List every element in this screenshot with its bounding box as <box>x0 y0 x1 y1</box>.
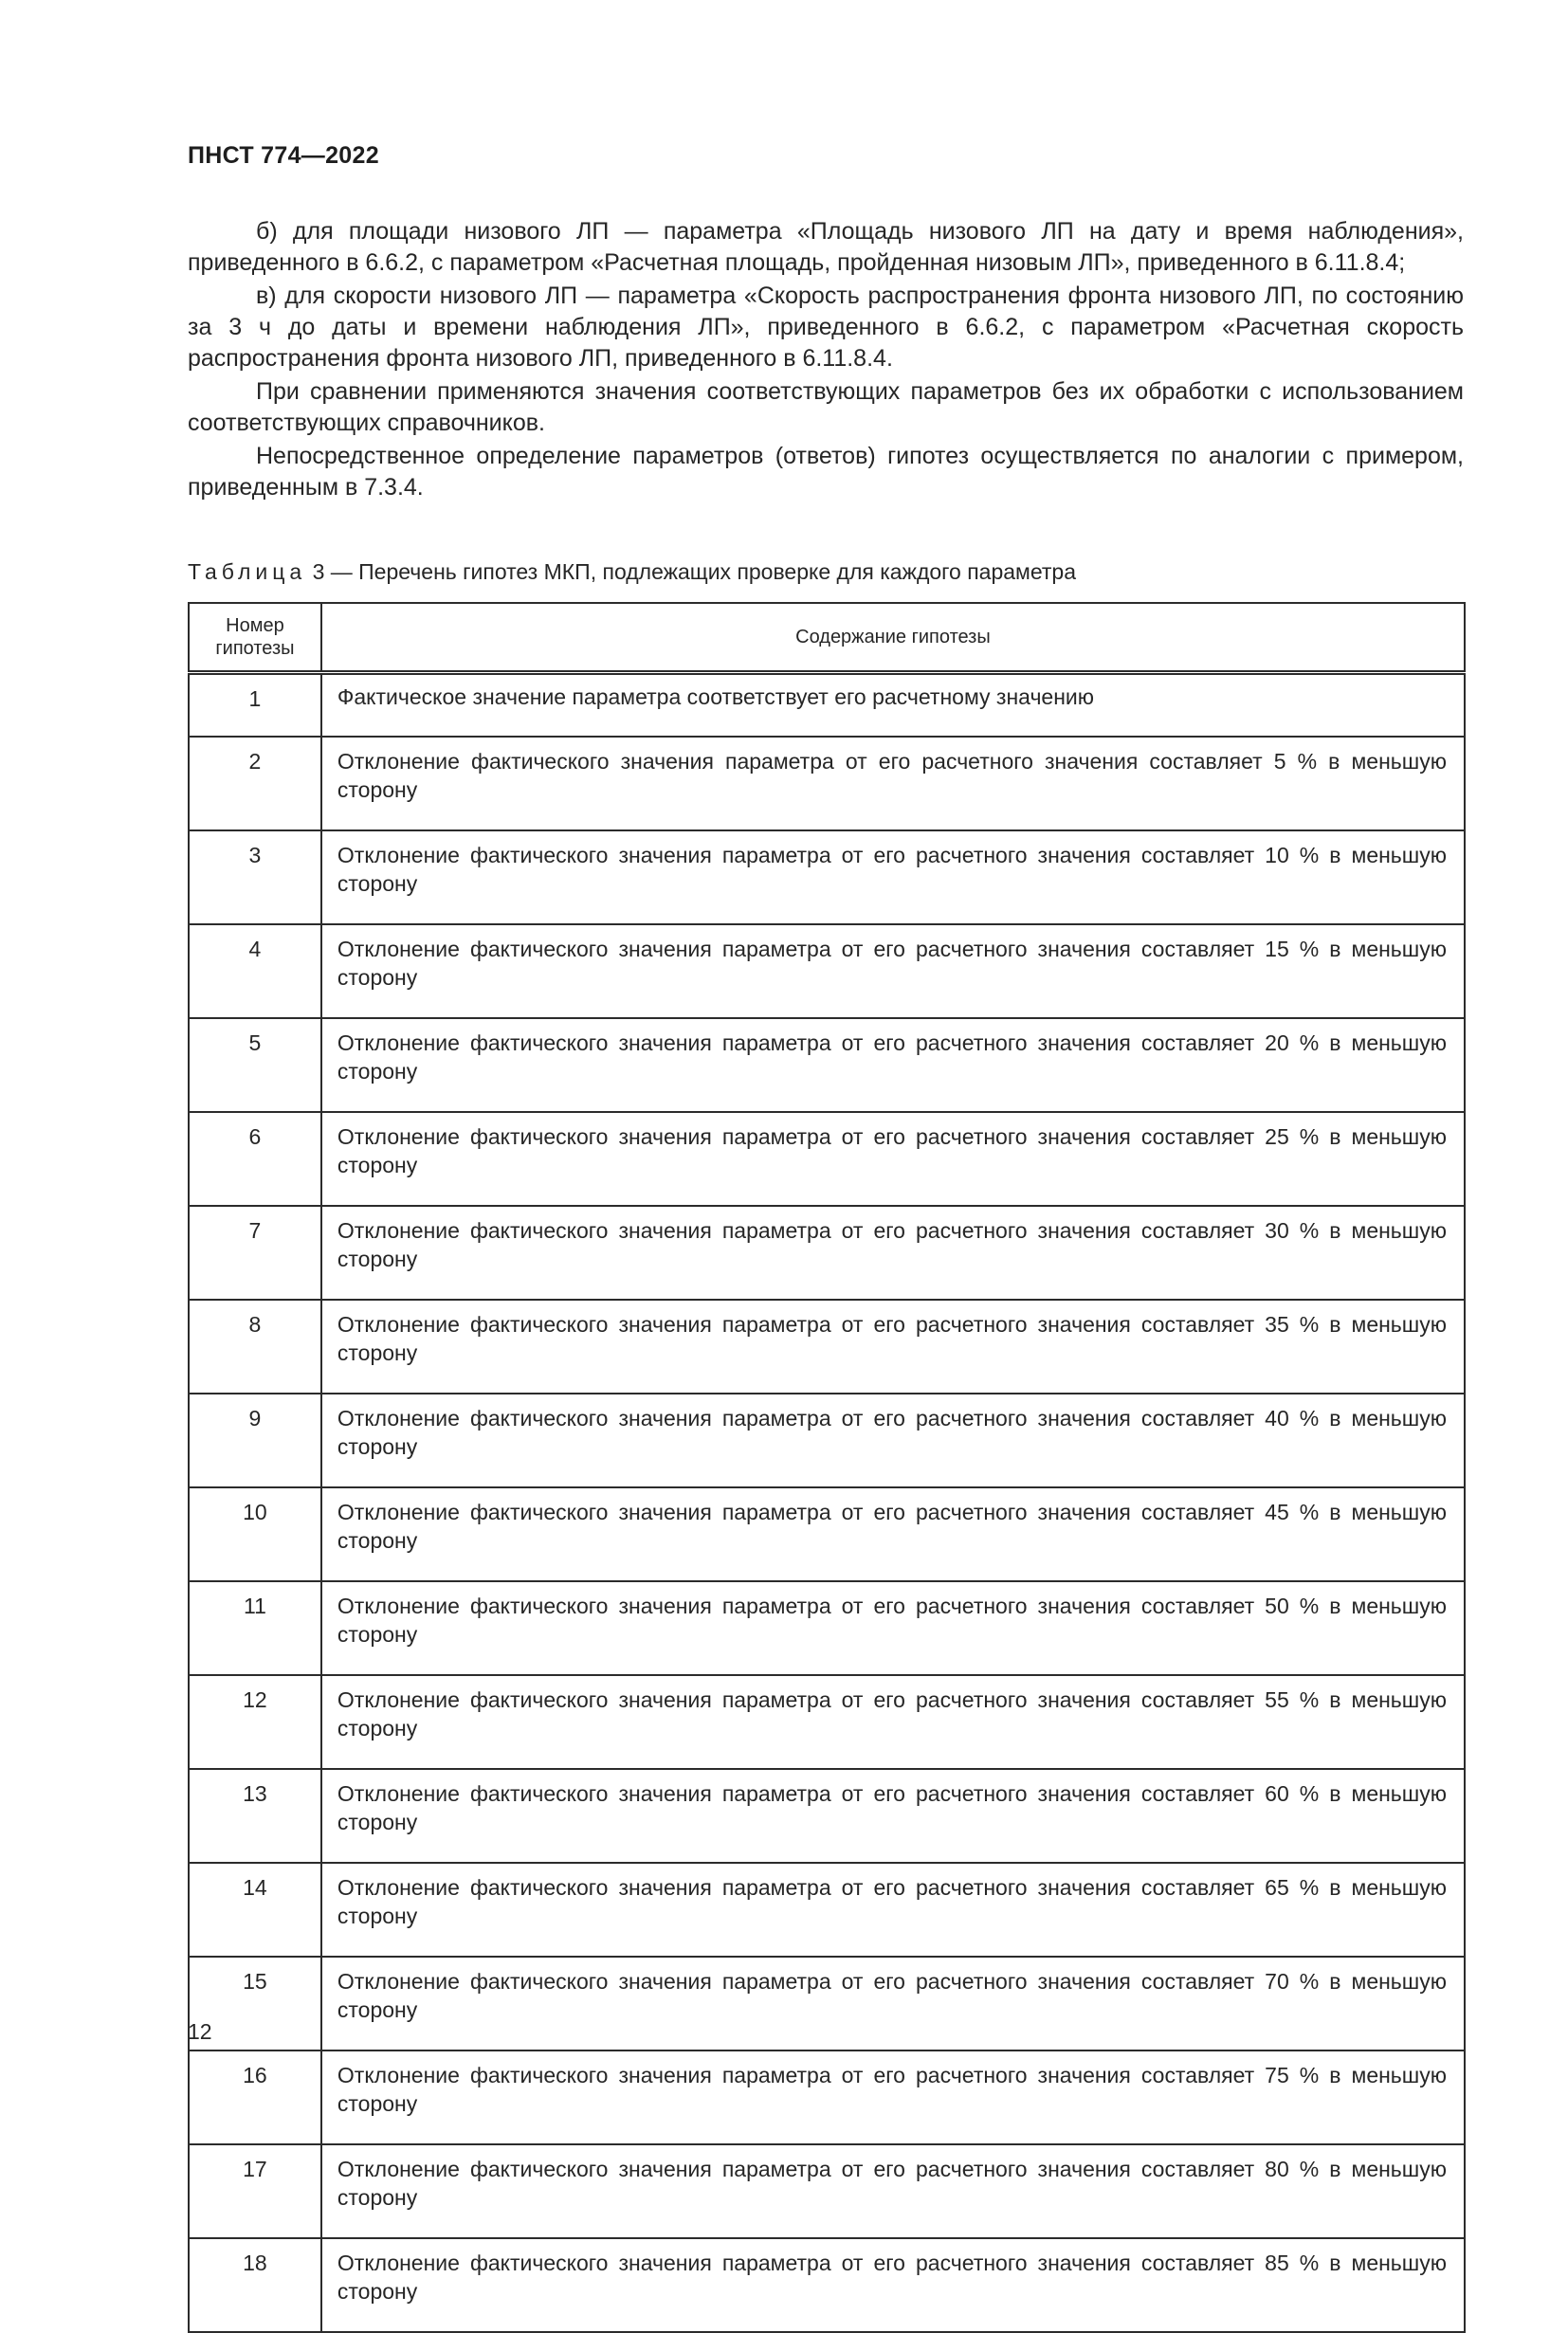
hypothesis-number: 9 <box>189 1394 321 1487</box>
table-row <box>189 1675 1465 1769</box>
table-row <box>189 1394 1465 1487</box>
table-row <box>189 1487 1465 1581</box>
table-row <box>189 1206 1465 1300</box>
table-row <box>189 924 1465 1018</box>
table-caption <box>188 559 1076 585</box>
hypothesis-number: 8 <box>189 1300 321 1394</box>
table-row <box>189 1957 1465 2050</box>
table-row <box>189 1581 1465 1675</box>
table-row <box>189 673 1465 738</box>
paragraph-comparison-note: При сравнении применяются значения соответствующих параметров без их обработки с использованием соответствующих справочников. <box>188 378 1464 436</box>
column-header-number: Номер гипотезы <box>189 603 321 673</box>
table-row <box>189 1769 1465 1863</box>
hypothesis-number: 5 <box>189 1018 321 1112</box>
table-row <box>189 1863 1465 1957</box>
page-number: 12 <box>188 2019 212 2044</box>
table-row <box>189 1112 1465 1206</box>
hypothesis-text: Отклонение фактического значения параметра от его расчетного значения составляет 50 % в меньшую сторону <box>321 1581 1465 1675</box>
hypothesis-text: Отклонение фактического значения параметра от его расчетного значения составляет 65 % в меньшую сторону <box>321 1863 1465 1957</box>
hypothesis-text: Отклонение фактического значения параметра от его расчетного значения составляет 10 % в меньшую сторону <box>321 830 1465 924</box>
paragraph-area-item: б) для площади низового ЛП — параметра «Площадь низового ЛП на дату и время наблюдения», приведенного в 6.6.2, с параметром «Расчетная площадь, пройденная низовым ЛП», приведенного в 6.11.8.4; <box>188 218 1464 276</box>
document-code-header: ПНСТ 774—2022 <box>188 142 379 169</box>
hypothesis-text: Отклонение фактического значения параметра от его расчетного значения составляет 25 % в меньшую сторону <box>321 1112 1465 1206</box>
hypothesis-number: 10 <box>189 1487 321 1581</box>
hypothesis-text: Отклонение фактического значения параметра от его расчетного значения составляет 20 % в меньшую сторону <box>321 1018 1465 1112</box>
hypothesis-text: Отклонение фактического значения параметра от его расчетного значения составляет 80 % в меньшую сторону <box>321 2144 1465 2238</box>
body-text <box>188 216 1464 503</box>
hypothesis-number: 12 <box>189 1675 321 1769</box>
table-caption-label: Таблица <box>188 559 307 584</box>
hypothesis-text: Отклонение фактического значения параметра от его расчетного значения составляет 70 % в меньшую сторону <box>321 1957 1465 2050</box>
table-row <box>189 2050 1465 2144</box>
hypothesis-number: 7 <box>189 1206 321 1300</box>
hypothesis-number: 1 <box>189 673 321 738</box>
table-row <box>189 2144 1465 2238</box>
hypothesis-text: Отклонение фактического значения параметра от его расчетного значения составляет 45 % в меньшую сторону <box>321 1487 1465 1581</box>
table-row <box>189 830 1465 924</box>
hypothesis-number: 13 <box>189 1769 321 1863</box>
hypothesis-text: Отклонение фактического значения параметра от его расчетного значения составляет 85 % в меньшую сторону <box>321 2238 1465 2332</box>
table-header-row <box>189 603 1465 673</box>
hypothesis-number: 6 <box>189 1112 321 1206</box>
hypothesis-text: Отклонение фактического значения параметра от его расчетного значения составляет 35 % в меньшую сторону <box>321 1300 1465 1394</box>
hypothesis-number: 14 <box>189 1863 321 1957</box>
table-row <box>189 2238 1465 2332</box>
hypothesis-text: Отклонение фактического значения параметра от его расчетного значения составляет 5 % в меньшую сторону <box>321 737 1465 830</box>
hypothesis-text: Отклонение фактического значения параметра от его расчетного значения составляет 40 % в меньшую сторону <box>321 1394 1465 1487</box>
hypothesis-text: Отклонение фактического значения параметра от его расчетного значения составляет 55 % в меньшую сторону <box>321 1675 1465 1769</box>
hypothesis-number: 16 <box>189 2050 321 2144</box>
table-row <box>189 1300 1465 1394</box>
hypothesis-number: 4 <box>189 924 321 1018</box>
hypothesis-number: 3 <box>189 830 321 924</box>
hypothesis-text: Фактическое значение параметра соответствует его расчетному значению <box>321 673 1465 738</box>
hypothesis-number: 17 <box>189 2144 321 2238</box>
hypothesis-number: 18 <box>189 2238 321 2332</box>
column-header-content: Содержание гипотезы <box>321 603 1465 673</box>
hypotheses-table <box>188 602 1466 2333</box>
table-caption-text: 3 — Перечень гипотез МКП, подлежащих проверке для каждого параметра <box>312 559 1077 584</box>
table-row <box>189 1018 1465 1112</box>
paragraph-definition-note: Непосредственное определение параметров (ответов) гипотез осуществляется по аналогии с примером, приведенным в 7.3.4. <box>188 443 1464 501</box>
hypothesis-number: 11 <box>189 1581 321 1675</box>
hypothesis-text: Отклонение фактического значения параметра от его расчетного значения составляет 30 % в меньшую сторону <box>321 1206 1465 1300</box>
hypothesis-number: 2 <box>189 737 321 830</box>
table-row <box>189 737 1465 830</box>
hypothesis-text: Отклонение фактического значения параметра от его расчетного значения составляет 15 % в меньшую сторону <box>321 924 1465 1018</box>
hypothesis-text: Отклонение фактического значения параметра от его расчетного значения составляет 75 % в меньшую сторону <box>321 2050 1465 2144</box>
hypothesis-number: 15 <box>189 1957 321 2050</box>
paragraph-speed-item: в) для скорости низового ЛП — параметра «Скорость распространения фронта низового ЛП, по состоянию за 3 ч до даты и времени наблюдения ЛП», приведенного в 6.6.2, с параметром «Расчетная скорость распространения фронта низового ЛП, приведенного в 6.11.8.4. <box>188 283 1464 372</box>
hypothesis-text: Отклонение фактического значения параметра от его расчетного значения составляет 60 % в меньшую сторону <box>321 1769 1465 1863</box>
